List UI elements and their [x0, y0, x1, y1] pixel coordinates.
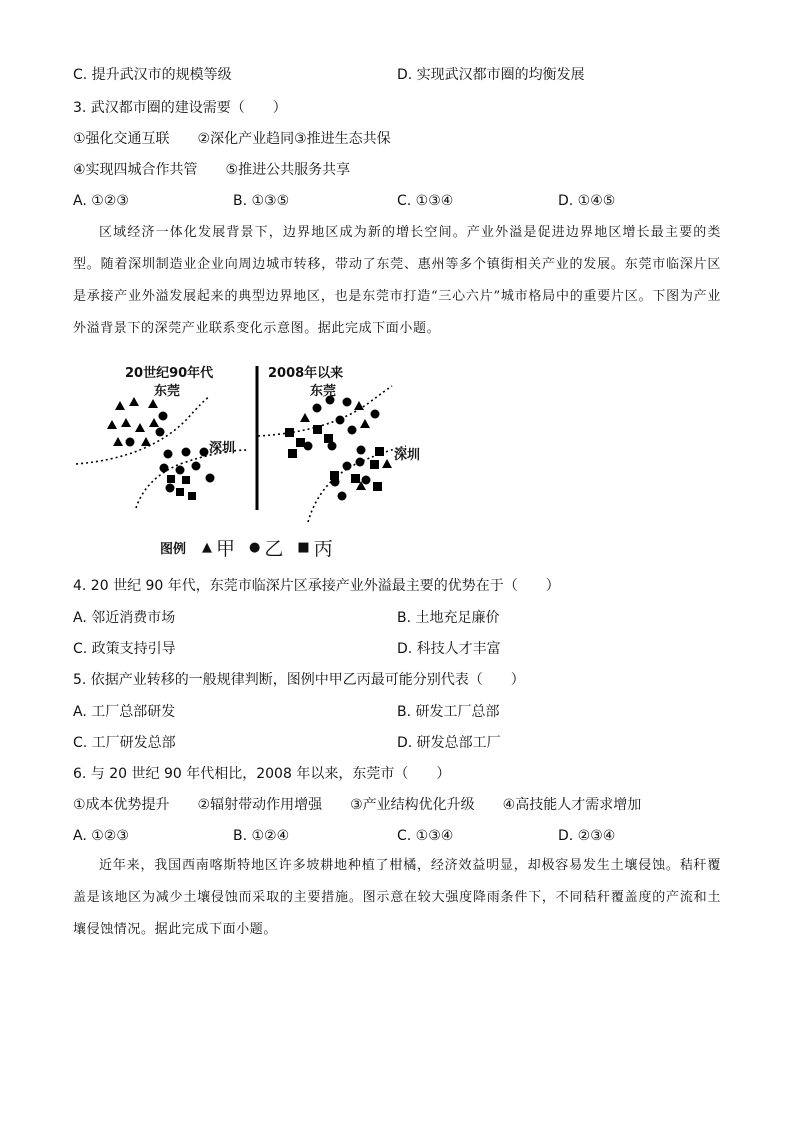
circle-marker — [313, 404, 322, 413]
q6-option-b: B. ①②④ — [233, 828, 290, 844]
q3-option-d: D. ①④⑤ — [558, 193, 616, 209]
passage-industry-spillover: 区域经济一体化发展背景下，边界地区成为新的增长空间。产业外溢是促进边界地区增长最主要的类型。随着深圳制造业企业向周边城市转移，带动了东莞、惠州等多个镇街相关产业的发展。东莞市临深片区是承接产业外溢发展起来的典型边界地区，也是东莞市打造“三心六片”城市格局中的重要片区。下图为产业外溢背景下的深莞产业联系变化示意图。据此完成下面小题。 — [73, 225, 721, 336]
left-shenzhen-cluster — [160, 448, 215, 501]
circle-marker — [200, 448, 209, 457]
square-marker — [373, 482, 382, 491]
square-marker — [330, 471, 339, 480]
q6-items: ①成本优势提升 ②辐射带动作用增强 ③产业结构优化升级 ④高技能人才需求增加 — [73, 797, 642, 813]
legend-bing-label: 丙 — [313, 538, 333, 560]
triangle-marker — [382, 459, 392, 468]
circle-marker — [343, 462, 352, 471]
circle-marker — [182, 448, 191, 457]
circle-marker — [159, 412, 168, 421]
circle-marker — [166, 484, 175, 493]
q3-option-b: B. ①③⑤ — [233, 193, 290, 209]
circle-marker — [362, 476, 371, 485]
circle-marker — [206, 474, 215, 483]
legend-circle-symbol: ● — [249, 540, 261, 555]
square-marker — [182, 476, 190, 484]
q4-option-c: C. 政策支持引导 — [73, 641, 176, 657]
q4-stem: 4. 20 世纪 90 年代，东莞市临深片区承接产业外溢最主要的优势在于（ ） — [73, 578, 560, 594]
circle-marker — [176, 466, 185, 475]
square-marker — [375, 447, 384, 456]
right-shenzhen-cluster — [330, 446, 392, 501]
q5-option-c: C. 工厂研发总部 — [73, 735, 176, 751]
triangle-marker — [141, 437, 151, 446]
legend-yi-label: 乙 — [264, 538, 284, 560]
circle-marker — [371, 410, 380, 419]
circle-marker — [164, 450, 173, 459]
circle-marker — [156, 428, 165, 437]
right-shenzhen-label: 深圳 — [394, 448, 421, 463]
square-marker — [285, 428, 294, 437]
square-marker — [167, 475, 175, 483]
legend-title: 图例 — [160, 542, 187, 557]
left-dongguan-cluster — [107, 397, 168, 447]
right-dongguan-label: 东莞 — [310, 384, 337, 399]
square-marker — [313, 425, 322, 434]
q2-option-c: C. 提升武汉市的规模等级 — [73, 67, 232, 83]
q6-stem: 6. 与 20 世纪 90 年代相比，2008 年以来，东莞市（ ） — [73, 766, 451, 782]
triangle-marker — [129, 397, 139, 406]
q5-stem: 5. 依据产业转移的一般规律判断，图例中甲乙丙最可能分别代表（ ） — [73, 672, 525, 688]
circle-marker — [343, 398, 352, 407]
right-dongguan-cluster — [285, 396, 380, 459]
circle-marker — [336, 416, 345, 425]
triangle-marker — [115, 401, 125, 410]
circle-marker — [160, 464, 169, 473]
figure-legend — [160, 534, 341, 561]
q6-option-a: A. ①②③ — [73, 828, 129, 844]
q3-items-line1: ①强化交通互联 ②深化产业趋同③推进生态共保 — [73, 131, 391, 147]
q3-option-c: C. ①③④ — [397, 193, 454, 209]
legend-square-symbol: ■ — [297, 540, 310, 555]
circle-marker — [192, 462, 201, 471]
square-marker — [351, 474, 360, 483]
q5-option-a: A. 工厂总部研发 — [73, 704, 176, 720]
q3-items-line2: ④实现四城合作共管 ⑤推进公共服务共享 — [73, 162, 351, 178]
q4-option-d: D. 科技人才丰富 — [397, 641, 501, 657]
triangle-marker — [360, 419, 370, 428]
triangle-marker — [107, 420, 117, 429]
q4-option-a: A. 邻近消费市场 — [73, 610, 176, 626]
right-shenzhen-boundary — [308, 446, 406, 522]
triangle-marker — [149, 418, 159, 427]
square-marker — [296, 438, 305, 447]
triangle-marker — [354, 401, 364, 410]
q5-option-d: D. 研发总部工厂 — [397, 735, 501, 751]
circle-marker — [126, 438, 135, 447]
triangle-marker — [300, 413, 310, 422]
circle-marker — [357, 446, 366, 455]
industry-linkage-figure — [70, 358, 470, 558]
left-period-title: 20世纪90年代 — [125, 366, 214, 381]
left-shenzhen-label: 深圳 — [209, 441, 236, 456]
square-marker — [288, 449, 297, 458]
square-marker — [370, 460, 379, 469]
q3-option-a: A. ①②③ — [73, 193, 129, 209]
passage-karst-erosion: 近年来，我国西南喀斯特地区许多坡耕地种植了柑橘，经济效益明显，却极容易发生土壤侵蚀。秸秆覆盖是该地区为减少土壤侵蚀而采取的主要措施。图示意在较大强度降雨条件下，不同秸秆覆盖度的产流和土壤侵蚀情况。据此完成下面小题。 — [73, 858, 721, 937]
left-dongguan-label: 东莞 — [154, 384, 181, 399]
square-marker — [324, 434, 333, 443]
circle-marker — [348, 426, 357, 435]
q6-option-d: D. ②③④ — [558, 828, 616, 844]
circle-marker — [338, 492, 347, 501]
q5-option-b: B. 研发工厂总部 — [397, 704, 500, 720]
square-marker — [188, 492, 196, 500]
triangle-marker — [113, 437, 123, 446]
legend-jia-label: 甲 — [216, 538, 236, 560]
triangle-marker — [121, 418, 131, 427]
triangle-marker — [148, 399, 158, 408]
legend-triangle-symbol: ▲ — [202, 540, 213, 555]
q4-option-b: B. 土地充足廉价 — [397, 610, 500, 626]
circle-marker — [356, 458, 365, 467]
q6-option-c: C. ①③④ — [397, 828, 454, 844]
q2-option-d: D. 实现武汉都市圈的均衡发展 — [397, 67, 585, 83]
triangle-marker — [135, 423, 145, 432]
square-marker — [176, 488, 184, 496]
right-period-title: 2008年以来 — [268, 366, 344, 381]
q3-stem: 3. 武汉都市圈的建设需要（ ） — [73, 100, 287, 116]
